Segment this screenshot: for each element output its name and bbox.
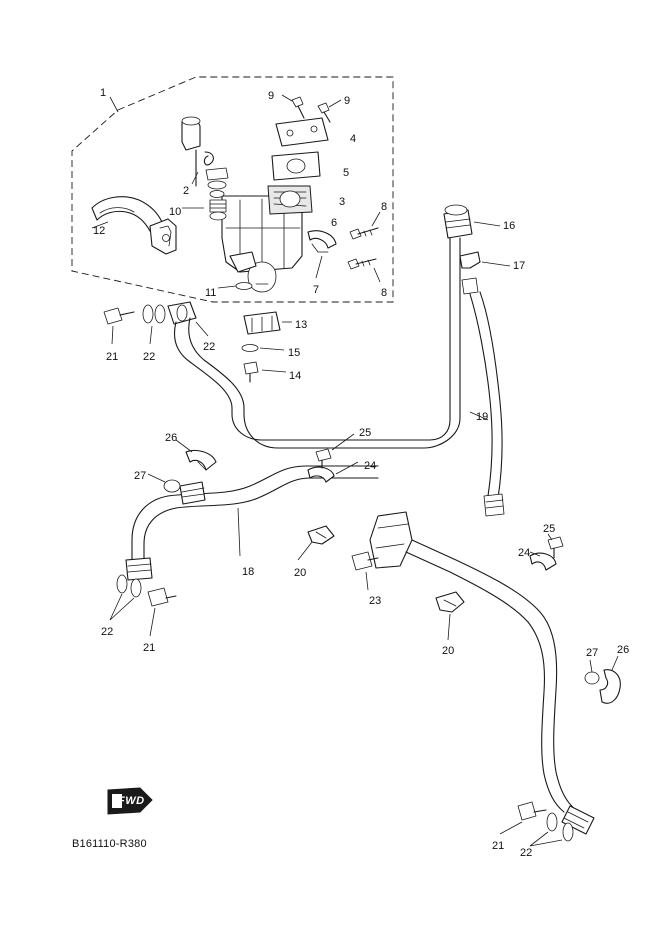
callout-number-20: 20 [442,645,455,657]
callout-number-17: 17 [513,260,526,272]
callout-number-2: 2 [183,185,190,197]
callout-number-3: 3 [339,196,346,208]
callout-number-23: 23 [369,595,382,607]
callout-number-14: 14 [289,370,302,382]
callout-number-10: 10 [169,206,182,218]
diagram-code-label: B161110-R380 [72,838,147,850]
callout-number-8: 8 [381,201,388,213]
callout-number-9: 9 [268,90,275,102]
callout-number-1: 1 [100,87,107,99]
callout-number-15: 15 [288,347,301,359]
callout-number-24: 24 [364,460,377,472]
callout-number-19: 19 [476,411,489,423]
callout-number-22: 22 [143,351,156,363]
callout-number-24: 24 [518,547,531,559]
callout-number-11: 11 [205,287,217,299]
callout-number-12: 12 [93,225,106,237]
callout-number-7: 7 [313,284,320,296]
callout-number-9: 9 [344,95,351,107]
callout-number-27: 27 [586,647,599,659]
callout-number-25: 25 [359,427,372,439]
callout-number-21: 21 [492,840,505,852]
callout-number-4: 4 [350,133,357,145]
callout-number-20: 20 [294,567,307,579]
callout-number-13: 13 [295,319,308,331]
callout-number-26: 26 [165,432,178,444]
callout-number-22: 22 [203,341,216,353]
callout-number-21: 21 [106,351,119,363]
fwd-direction-label: FWD [118,795,145,807]
callout-number-22: 22 [101,626,114,638]
callout-number-16: 16 [503,220,516,232]
callout-number-18: 18 [242,566,255,578]
callout-number-8: 8 [381,287,388,299]
callout-number-22: 22 [520,847,533,859]
callout-number-25: 25 [543,523,556,535]
callout-number-27: 27 [134,470,147,482]
callout-number-5: 5 [343,167,350,179]
callout-number-6: 6 [331,217,338,229]
callout-number-21: 21 [143,642,156,654]
callout-number-26: 26 [617,644,630,656]
